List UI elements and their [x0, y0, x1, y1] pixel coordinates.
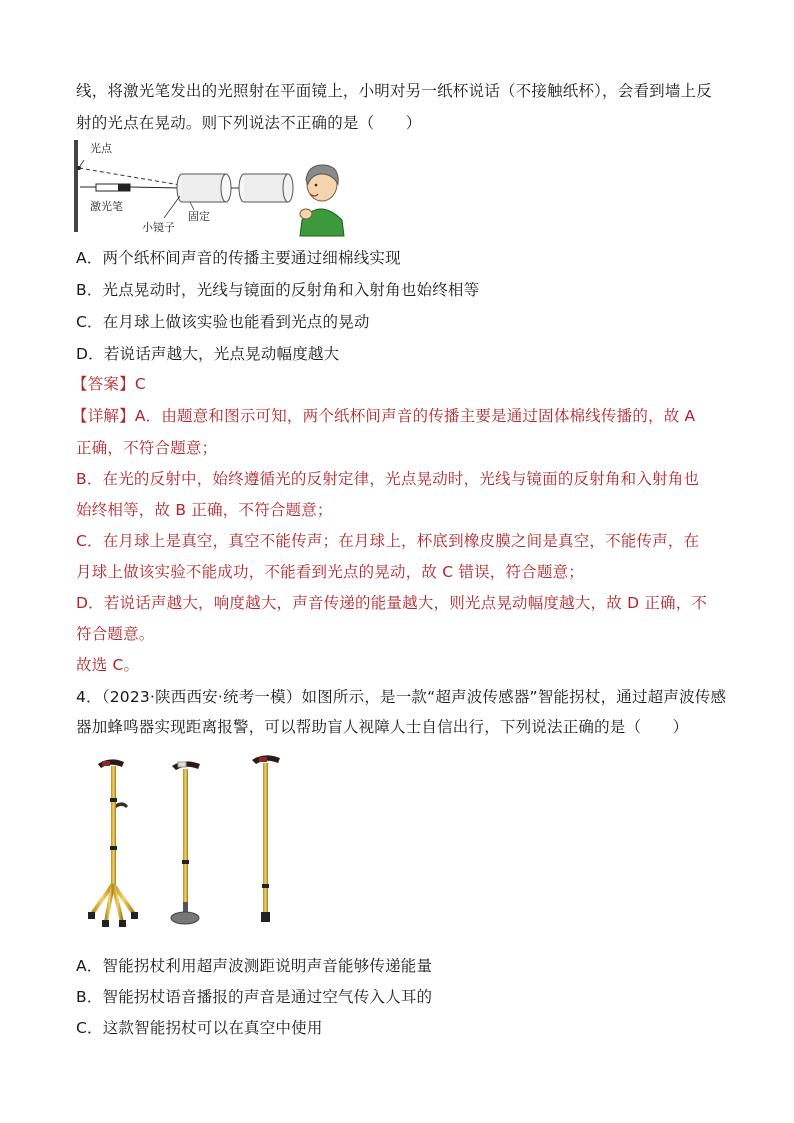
detail-line: D．若说话声越大，响度越大，声音传递的能量越大，则光点晃动幅度越大，故 D 正确，不: [76, 594, 708, 612]
answer-value: C: [134, 375, 146, 393]
label-fixed: 固定: [188, 210, 210, 223]
laser-cup-figure: [70, 138, 370, 238]
detail-line: 月球上做该实验不能成功，不能看到光点的晃动，故 C 错误，符合题意；: [76, 563, 584, 581]
boy-illustration: [300, 165, 344, 236]
cane-single: [252, 755, 280, 922]
cane-quad: [88, 759, 138, 927]
question-stem-line: 线，将激光笔发出的光照射在平面镜上，小明对另一纸杯说话（不接触纸杯），会看到墙上反: [76, 82, 712, 100]
option-c: C．这款智能拐杖可以在真空中使用: [76, 1019, 323, 1037]
label-spot: 光点: [90, 142, 112, 155]
answer-tag: 【答案】: [72, 375, 135, 393]
detail-text: A．由题意和图示可知，两个纸杯间声音的传播主要是通过固体棉线传播的，故 A: [134, 407, 696, 425]
conclusion-line: 故选 C。: [76, 656, 140, 674]
label-laser: 激光笔: [90, 200, 123, 213]
label-mirror: 小镜子: [142, 221, 175, 234]
question-stem-line: 器加蜂鸣器实现距离报警，可以帮助盲人视障人士自信出行，下列说法正确的是（ ）: [76, 718, 689, 736]
detail-line: [72, 405, 695, 427]
option-b: B．光点晃动时，光线与镜面的反射角和入射角也始终相等: [76, 281, 480, 299]
option-b: B．智能拐杖语音播报的声音是通过空气传入人耳的: [76, 988, 433, 1006]
detail-line: 符合题意。: [76, 625, 155, 643]
detail-tag: 【详解】: [72, 407, 135, 425]
option-a: A．两个纸杯间声音的传播主要通过细棉线实现: [76, 249, 401, 267]
detail-line: B．在光的反射中，始终遵循光的反射定律，光点晃动时，光线与镜面的反射角和入射角也: [76, 470, 700, 488]
wall-shape: [74, 140, 78, 232]
question-stem-line: 射的光点在晃动。则下列说法不正确的是（ ）: [76, 114, 422, 132]
question-stem-line: 4．（2023·陕西西安·统考一模）如图所示，是一款“超声波传感器”智能拐杖，通过超声波传感: [76, 688, 727, 706]
option-a: A．智能拐杖利用超声波测距说明声音能够传递能量: [76, 957, 433, 975]
detail-line: 始终相等，故 B 正确，不符合题意；: [76, 501, 333, 519]
detail-line: C．在月球上是真空，真空不能传声；在月球上，杯底到橡皮膜之间是真空，不能传声，在: [76, 532, 700, 550]
option-d: D．若说话声越大，光点晃动幅度越大: [76, 345, 340, 363]
answer-line: [72, 373, 146, 395]
cane-tripod: [171, 761, 200, 924]
detail-line: 正确，不符合题意；: [76, 439, 218, 457]
smart-cane-figure: [82, 752, 292, 937]
option-c: C．在月球上做该实验也能看到光点的晃动: [76, 313, 370, 331]
